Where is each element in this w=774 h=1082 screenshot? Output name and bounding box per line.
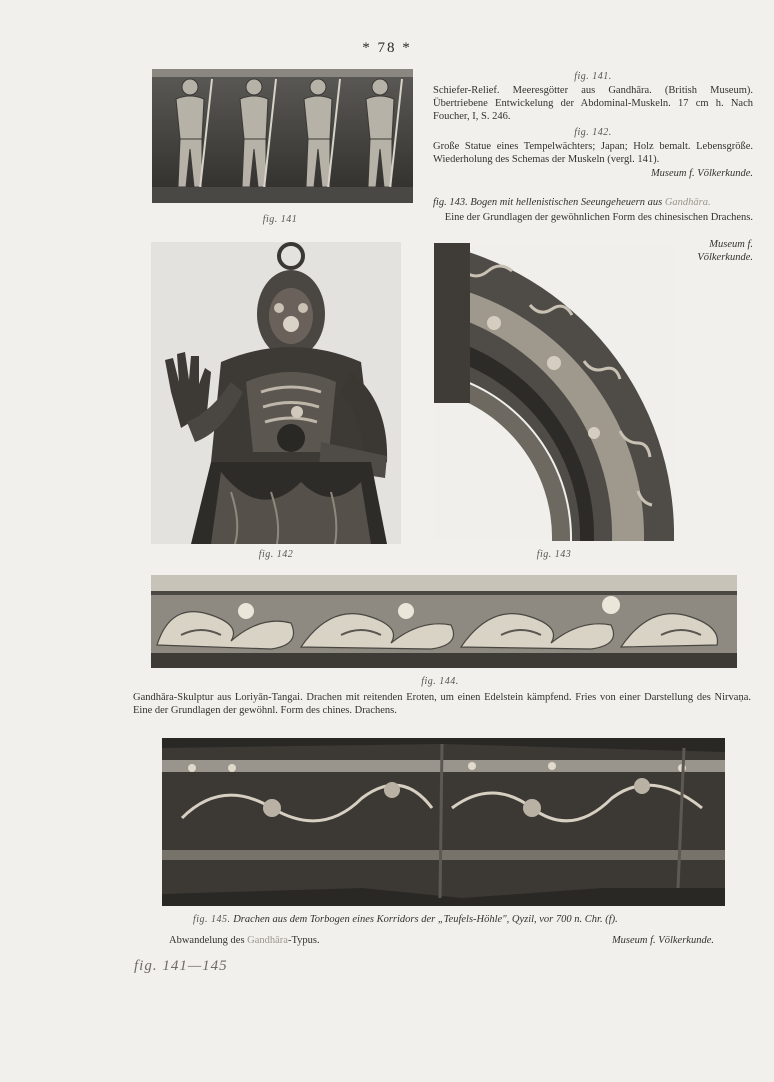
fig-143-museum-line2: Völkerkunde.: [697, 252, 753, 263]
fig-144-caption: Gandhāra-Skulptur aus Loriyān-Tangai. Drachen mit reitenden Eroten, um einen Edelstein kämpfend. Fries von einer Darstellung des Nirvaṇa. Eine der Grundlagen der gewöhnl. Form des chines. Drachens.: [133, 692, 751, 716]
qyzil-dragon-painting-image: [162, 738, 725, 906]
fig-143-caption-title: [433, 196, 753, 209]
temple-guardian-statue-image: [151, 242, 401, 544]
arch-with-sea-monsters-image: [434, 243, 674, 541]
fig-142-caption: Große Statue eines Tempelwächters; Japan; Holz bemalt. Lebensgröße. Wiederholung des Schemas der Muskeln (vergl. 141).: [433, 141, 753, 165]
fig-141-label: fig. 141: [262, 214, 298, 225]
page-number: * 78 *: [362, 40, 412, 56]
fig-143-label: fig. 143: [536, 549, 572, 560]
fig-144-label: fig. 144.: [421, 676, 459, 687]
fig-143-museum-line1: Museum f.: [709, 239, 753, 250]
fig-145-subcaption-suffix: -Typus.: [287, 935, 320, 946]
fig-142-photo: [151, 242, 401, 544]
gandhara-frieze-image: [151, 575, 737, 668]
fig-141-photo: [152, 69, 413, 203]
fig-145-subcaption: [169, 934, 509, 947]
fig-142-museum: Museum f. Völkerkunde.: [650, 168, 753, 179]
fig-145-caption: [193, 913, 733, 926]
fig-142-caption-label: fig. 142.: [574, 127, 612, 138]
handwritten-note: fig. 141—145: [134, 958, 228, 974]
fig-145-label: fig. 145.: [193, 914, 231, 925]
fig-141-caption-label: fig. 141.: [574, 71, 612, 82]
sea-gods-relief-image: [152, 69, 413, 203]
fig-143-caption: Eine der Grundlagen der gewöhnlichen Form des chinesischen Drachens.: [444, 212, 753, 223]
fig-143-caption-label: fig. 143.: [433, 197, 468, 208]
fig-145-museum: Museum f. Völkerkunde.: [611, 935, 714, 946]
fig-145-subcaption-place: Gandhāra: [247, 935, 288, 946]
fig-143-caption-place: Gandhāra.: [664, 197, 711, 208]
fig-145-photo: [162, 738, 725, 906]
fig-143-photo: [434, 243, 674, 541]
fig-144-photo: [151, 575, 737, 668]
fig-143-caption-title-text: Bogen mit hellenistischen Seeungeheuern aus: [470, 197, 663, 208]
fig-142-label: fig. 142: [258, 549, 294, 560]
fig-145-subcaption-prefix: Abwandelung des: [169, 935, 245, 946]
fig-141-caption: Schiefer-Relief. Meeresgötter aus Gandhāra. (British Museum). Übertriebene Entwickelung der Abdominal-Muskeln. 17 cm h. Nach Foucher, I, S. 246.: [433, 85, 753, 122]
fig-145-caption-text: Drachen aus dem Torbogen eines Korridors der „Teufels-Höhle", Qyzil, vor 700 n. Chr. (f).: [233, 914, 618, 925]
